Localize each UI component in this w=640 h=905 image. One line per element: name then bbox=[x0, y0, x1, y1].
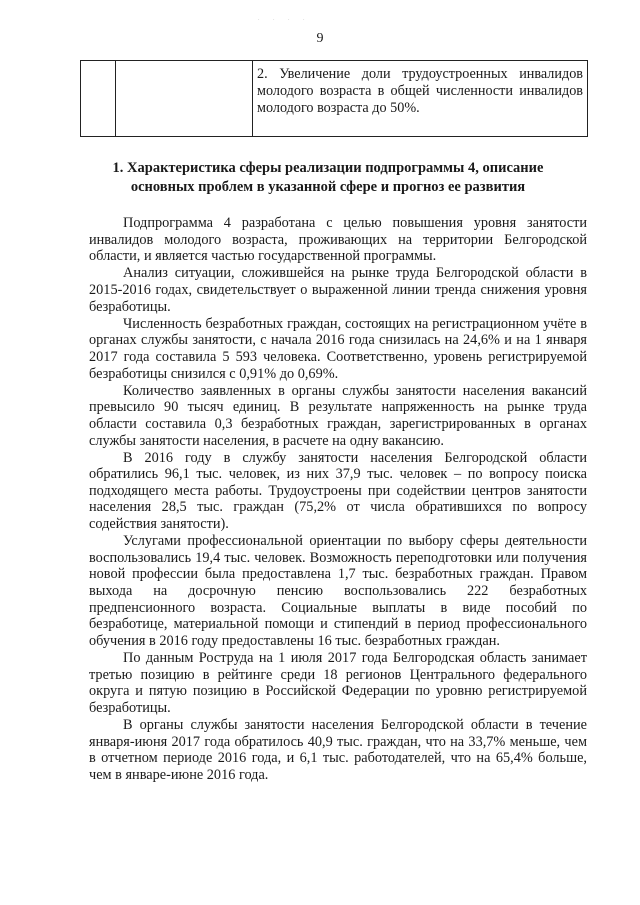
paragraph: В органы службы занятости населения Белгородской области в течение января-июня 2017 года обратилось 40,9 тыс. граждан, что на 33,7% меньше, чем в отчетном периоде 2016 года, и 6,1 тыс. работодателей, что на 65,4% больше, чем в январе-июне 2016 года. bbox=[89, 716, 587, 783]
paragraph: По данным Роструда на 1 июля 2017 года Белгородская область занимает третью позицию в рейтинге среди 18 регионов Центрального федерального округа и пятую позицию в Российской Федерации по уровню регистрируемой безработицы. bbox=[89, 650, 587, 716]
paragraph: Количество заявленных в органы службы занятости населения вакансий превысило 90 тысяч единиц. В результате напряженность на рынке труда области составила 0,3 безработных граждан, зарегистрированных в органах службы занятости населения, в расчете на одну вакансию. bbox=[89, 382, 587, 449]
table-cell-empty bbox=[81, 61, 116, 137]
continued-table bbox=[80, 60, 588, 137]
table-cell-empty bbox=[116, 61, 253, 137]
paragraph: Численность безработных граждан, состоящих на регистрационном учёте в органах службы занятости, с начала 2016 года снизилась на 24,6% и на 1 января 2017 года составила 5 593 человека. Соответственно, уровень регистрируемой безработицы снизился с 0,91% до 0,69%. bbox=[89, 315, 587, 382]
table-cell-goal: 2. Увеличение доли трудоустроенных инвалидов молодого возраста в общей численности инвалидов молодого возраста до 50%. bbox=[253, 61, 588, 137]
paragraph: Анализ ситуации, сложившейся на рынке труда Белгородской области в 2015-2016 годах, свидетельствует о выраженной линии тренда снижения уровня безработицы. bbox=[89, 265, 587, 315]
scan-noise: . . . . bbox=[258, 16, 311, 22]
body-text bbox=[89, 215, 587, 784]
paragraph: Услугами профессиональной ориентации по выбору сферы деятельности воспользовались 19,4 тыс. человек. Возможность переподготовки или получения новой профессии была предоставлена 1,7 тыс. безработных граждан. Правом выхода на досрочную пенсию воспользовались 222 безработных предпенсионного возраста. Социальные выплаты в виде пособий по безработице, материальной помощи и стипендий в период профессионального обучения в 2016 году предоставлены 16 тыс. безработных граждан. bbox=[89, 533, 587, 649]
table-row bbox=[81, 61, 588, 137]
paragraph: Подпрограмма 4 разработана с целью повышения уровня занятости инвалидов молодого возраста, проживающих на территории Белгородской области, и является частью государственной программы. bbox=[89, 215, 587, 265]
section-title: 1. Характеристика сферы реализации подпрограммы 4, описание основных проблем в указанной сфере и прогноз ее развития bbox=[112, 160, 544, 195]
page-number: 9 bbox=[316, 31, 324, 46]
paragraph: В 2016 году в службу занятости населения Белгородской области обратились 96,1 тыс. человек, из них 37,9 тыс. человек – по вопросу поиска подходящего места работы. Трудоустроены при содействии центров занятости населения 28,5 тыс. граждан (75,2% от числа обратившихся по вопросу содействия занятости). bbox=[89, 449, 587, 533]
